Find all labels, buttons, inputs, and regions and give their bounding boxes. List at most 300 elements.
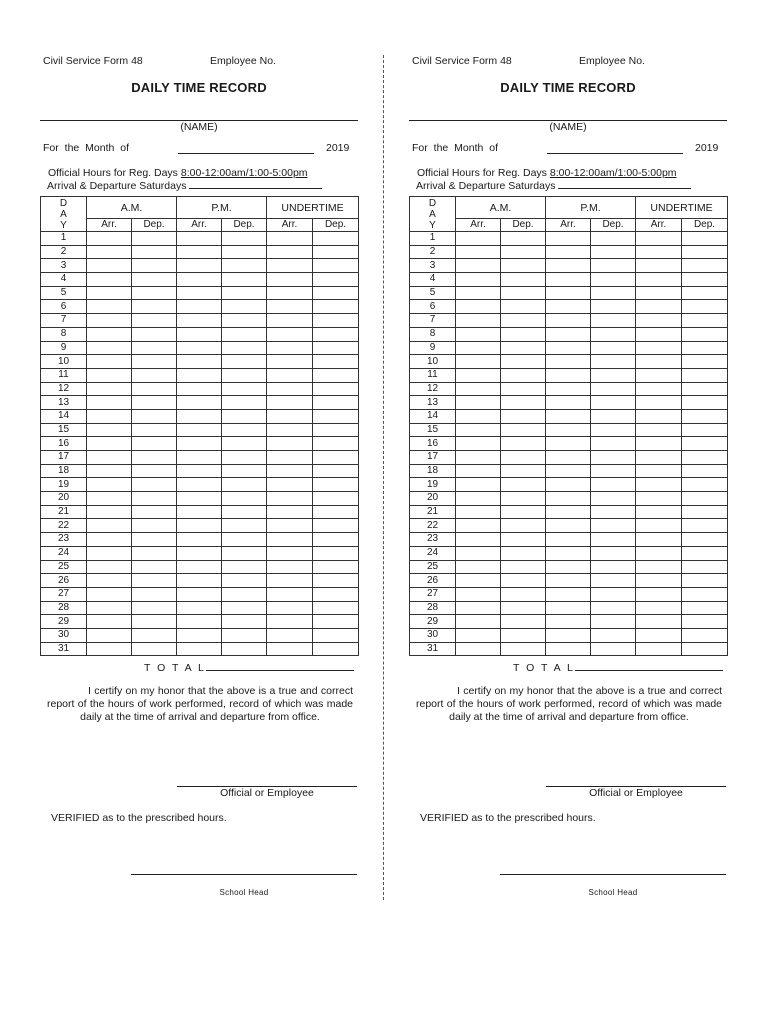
pm-arr-cell[interactable] (546, 368, 591, 382)
pm-dep-cell[interactable] (591, 642, 636, 656)
undertime-arr-cell[interactable] (267, 423, 313, 437)
am-arr-cell[interactable] (456, 286, 501, 300)
am-arr-cell[interactable] (456, 587, 501, 601)
pm-arr-cell[interactable] (546, 642, 591, 656)
undertime-dep-cell[interactable] (313, 286, 359, 300)
pm-dep-cell[interactable] (591, 273, 636, 287)
am-dep-cell[interactable] (132, 492, 177, 506)
am-arr-cell[interactable] (456, 259, 501, 273)
pm-dep-cell[interactable] (222, 451, 267, 465)
pm-arr-cell[interactable] (177, 560, 222, 574)
pm-arr-cell[interactable] (546, 451, 591, 465)
undertime-dep-cell[interactable] (682, 451, 728, 465)
pm-arr-cell[interactable] (546, 259, 591, 273)
undertime-arr-cell[interactable] (636, 574, 682, 588)
undertime-dep-cell[interactable] (682, 574, 728, 588)
pm-dep-cell[interactable] (591, 396, 636, 410)
pm-dep-cell[interactable] (222, 382, 267, 396)
saturdays-field[interactable] (558, 179, 691, 189)
am-arr-cell[interactable] (87, 273, 132, 287)
pm-arr-cell[interactable] (546, 492, 591, 506)
pm-dep-cell[interactable] (591, 423, 636, 437)
pm-arr-cell[interactable] (546, 533, 591, 547)
am-arr-cell[interactable] (87, 478, 132, 492)
am-arr-cell[interactable] (456, 327, 501, 341)
undertime-dep-cell[interactable] (313, 232, 359, 246)
undertime-arr-cell[interactable] (636, 519, 682, 533)
am-dep-cell[interactable] (501, 259, 546, 273)
undertime-arr-cell[interactable] (636, 601, 682, 615)
undertime-arr-cell[interactable] (636, 273, 682, 287)
am-arr-cell[interactable] (456, 232, 501, 246)
pm-dep-cell[interactable] (591, 245, 636, 259)
undertime-dep-cell[interactable] (313, 478, 359, 492)
undertime-dep-cell[interactable] (313, 533, 359, 547)
pm-arr-cell[interactable] (177, 587, 222, 601)
undertime-arr-cell[interactable] (267, 464, 313, 478)
am-dep-cell[interactable] (501, 232, 546, 246)
pm-arr-cell[interactable] (177, 505, 222, 519)
undertime-arr-cell[interactable] (636, 409, 682, 423)
undertime-arr-cell[interactable] (267, 409, 313, 423)
undertime-dep-cell[interactable] (682, 546, 728, 560)
pm-dep-cell[interactable] (591, 574, 636, 588)
undertime-arr-cell[interactable] (267, 341, 313, 355)
am-dep-cell[interactable] (501, 300, 546, 314)
school-head-signature-line[interactable] (131, 874, 357, 875)
undertime-arr-cell[interactable] (636, 533, 682, 547)
undertime-dep-cell[interactable] (313, 314, 359, 328)
am-arr-cell[interactable] (456, 314, 501, 328)
am-dep-cell[interactable] (132, 601, 177, 615)
am-dep-cell[interactable] (132, 382, 177, 396)
am-arr-cell[interactable] (87, 245, 132, 259)
pm-arr-cell[interactable] (177, 396, 222, 410)
pm-arr-cell[interactable] (546, 601, 591, 615)
undertime-arr-cell[interactable] (636, 232, 682, 246)
school-head-signature-line[interactable] (500, 874, 726, 875)
am-dep-cell[interactable] (501, 286, 546, 300)
undertime-arr-cell[interactable] (267, 628, 313, 642)
am-arr-cell[interactable] (87, 423, 132, 437)
pm-dep-cell[interactable] (591, 355, 636, 369)
pm-arr-cell[interactable] (177, 628, 222, 642)
am-arr-cell[interactable] (87, 628, 132, 642)
pm-arr-cell[interactable] (546, 355, 591, 369)
am-dep-cell[interactable] (132, 478, 177, 492)
pm-dep-cell[interactable] (222, 437, 267, 451)
am-arr-cell[interactable] (87, 574, 132, 588)
undertime-arr-cell[interactable] (267, 560, 313, 574)
pm-arr-cell[interactable] (177, 286, 222, 300)
undertime-dep-cell[interactable] (313, 341, 359, 355)
undertime-arr-cell[interactable] (636, 396, 682, 410)
am-dep-cell[interactable] (132, 286, 177, 300)
pm-arr-cell[interactable] (177, 642, 222, 656)
am-arr-cell[interactable] (456, 464, 501, 478)
am-dep-cell[interactable] (501, 396, 546, 410)
undertime-arr-cell[interactable] (636, 259, 682, 273)
am-dep-cell[interactable] (132, 451, 177, 465)
pm-arr-cell[interactable] (546, 615, 591, 629)
undertime-arr-cell[interactable] (267, 355, 313, 369)
pm-dep-cell[interactable] (591, 601, 636, 615)
am-arr-cell[interactable] (87, 368, 132, 382)
undertime-arr-cell[interactable] (636, 286, 682, 300)
undertime-dep-cell[interactable] (682, 464, 728, 478)
pm-dep-cell[interactable] (222, 560, 267, 574)
am-dep-cell[interactable] (501, 574, 546, 588)
am-dep-cell[interactable] (132, 259, 177, 273)
pm-arr-cell[interactable] (546, 409, 591, 423)
undertime-dep-cell[interactable] (313, 382, 359, 396)
pm-dep-cell[interactable] (591, 546, 636, 560)
undertime-dep-cell[interactable] (313, 587, 359, 601)
pm-arr-cell[interactable] (177, 478, 222, 492)
am-dep-cell[interactable] (501, 451, 546, 465)
pm-arr-cell[interactable] (177, 574, 222, 588)
undertime-arr-cell[interactable] (636, 642, 682, 656)
undertime-dep-cell[interactable] (682, 396, 728, 410)
am-dep-cell[interactable] (501, 437, 546, 451)
am-dep-cell[interactable] (132, 300, 177, 314)
am-arr-cell[interactable] (87, 546, 132, 560)
am-dep-cell[interactable] (501, 464, 546, 478)
pm-dep-cell[interactable] (222, 574, 267, 588)
am-arr-cell[interactable] (87, 259, 132, 273)
am-dep-cell[interactable] (501, 519, 546, 533)
pm-dep-cell[interactable] (222, 341, 267, 355)
pm-arr-cell[interactable] (177, 519, 222, 533)
pm-dep-cell[interactable] (222, 519, 267, 533)
undertime-dep-cell[interactable] (313, 409, 359, 423)
pm-dep-cell[interactable] (222, 314, 267, 328)
undertime-dep-cell[interactable] (682, 423, 728, 437)
pm-arr-cell[interactable] (546, 314, 591, 328)
am-arr-cell[interactable] (87, 451, 132, 465)
am-arr-cell[interactable] (456, 382, 501, 396)
pm-arr-cell[interactable] (177, 273, 222, 287)
am-dep-cell[interactable] (132, 587, 177, 601)
undertime-dep-cell[interactable] (682, 492, 728, 506)
pm-arr-cell[interactable] (546, 574, 591, 588)
undertime-arr-cell[interactable] (636, 382, 682, 396)
pm-dep-cell[interactable] (591, 628, 636, 642)
pm-dep-cell[interactable] (222, 546, 267, 560)
undertime-arr-cell[interactable] (267, 382, 313, 396)
undertime-arr-cell[interactable] (267, 451, 313, 465)
am-dep-cell[interactable] (501, 327, 546, 341)
pm-dep-cell[interactable] (222, 492, 267, 506)
undertime-arr-cell[interactable] (636, 327, 682, 341)
undertime-dep-cell[interactable] (313, 437, 359, 451)
am-arr-cell[interactable] (87, 382, 132, 396)
am-arr-cell[interactable] (456, 519, 501, 533)
am-arr-cell[interactable] (456, 560, 501, 574)
pm-dep-cell[interactable] (222, 232, 267, 246)
pm-dep-cell[interactable] (222, 245, 267, 259)
pm-arr-cell[interactable] (546, 341, 591, 355)
pm-arr-cell[interactable] (546, 478, 591, 492)
undertime-dep-cell[interactable] (313, 396, 359, 410)
pm-arr-cell[interactable] (177, 314, 222, 328)
undertime-arr-cell[interactable] (267, 546, 313, 560)
am-arr-cell[interactable] (456, 628, 501, 642)
pm-dep-cell[interactable] (222, 327, 267, 341)
am-arr-cell[interactable] (87, 409, 132, 423)
pm-dep-cell[interactable] (591, 478, 636, 492)
undertime-dep-cell[interactable] (682, 355, 728, 369)
pm-arr-cell[interactable] (177, 533, 222, 547)
am-arr-cell[interactable] (456, 368, 501, 382)
am-dep-cell[interactable] (501, 492, 546, 506)
undertime-arr-cell[interactable] (636, 300, 682, 314)
undertime-dep-cell[interactable] (682, 601, 728, 615)
pm-dep-cell[interactable] (222, 259, 267, 273)
undertime-dep-cell[interactable] (682, 232, 728, 246)
pm-arr-cell[interactable] (546, 245, 591, 259)
pm-arr-cell[interactable] (546, 423, 591, 437)
pm-arr-cell[interactable] (546, 628, 591, 642)
undertime-arr-cell[interactable] (636, 628, 682, 642)
undertime-arr-cell[interactable] (636, 341, 682, 355)
undertime-dep-cell[interactable] (682, 273, 728, 287)
pm-arr-cell[interactable] (177, 601, 222, 615)
pm-arr-cell[interactable] (177, 546, 222, 560)
undertime-arr-cell[interactable] (636, 355, 682, 369)
am-dep-cell[interactable] (501, 533, 546, 547)
pm-dep-cell[interactable] (591, 587, 636, 601)
am-arr-cell[interactable] (87, 286, 132, 300)
am-dep-cell[interactable] (132, 245, 177, 259)
undertime-arr-cell[interactable] (267, 478, 313, 492)
am-arr-cell[interactable] (456, 396, 501, 410)
pm-arr-cell[interactable] (546, 327, 591, 341)
undertime-arr-cell[interactable] (636, 368, 682, 382)
am-arr-cell[interactable] (87, 601, 132, 615)
undertime-dep-cell[interactable] (313, 451, 359, 465)
undertime-dep-cell[interactable] (313, 505, 359, 519)
pm-arr-cell[interactable] (177, 355, 222, 369)
pm-arr-cell[interactable] (546, 232, 591, 246)
am-arr-cell[interactable] (87, 355, 132, 369)
am-arr-cell[interactable] (87, 615, 132, 629)
am-dep-cell[interactable] (132, 574, 177, 588)
undertime-arr-cell[interactable] (636, 314, 682, 328)
saturdays-field[interactable] (189, 179, 322, 189)
undertime-arr-cell[interactable] (267, 273, 313, 287)
am-arr-cell[interactable] (456, 574, 501, 588)
am-dep-cell[interactable] (132, 396, 177, 410)
pm-dep-cell[interactable] (591, 533, 636, 547)
pm-dep-cell[interactable] (591, 314, 636, 328)
undertime-arr-cell[interactable] (636, 245, 682, 259)
am-arr-cell[interactable] (456, 300, 501, 314)
undertime-dep-cell[interactable] (682, 300, 728, 314)
pm-arr-cell[interactable] (177, 259, 222, 273)
am-arr-cell[interactable] (87, 327, 132, 341)
undertime-arr-cell[interactable] (267, 368, 313, 382)
undertime-arr-cell[interactable] (267, 519, 313, 533)
undertime-dep-cell[interactable] (313, 642, 359, 656)
undertime-arr-cell[interactable] (636, 464, 682, 478)
am-dep-cell[interactable] (501, 478, 546, 492)
undertime-arr-cell[interactable] (267, 437, 313, 451)
undertime-dep-cell[interactable] (313, 259, 359, 273)
pm-arr-cell[interactable] (177, 437, 222, 451)
pm-dep-cell[interactable] (222, 300, 267, 314)
am-dep-cell[interactable] (132, 628, 177, 642)
am-arr-cell[interactable] (87, 533, 132, 547)
undertime-dep-cell[interactable] (313, 355, 359, 369)
pm-arr-cell[interactable] (177, 382, 222, 396)
pm-arr-cell[interactable] (177, 464, 222, 478)
undertime-dep-cell[interactable] (682, 505, 728, 519)
pm-arr-cell[interactable] (177, 492, 222, 506)
am-arr-cell[interactable] (87, 232, 132, 246)
pm-arr-cell[interactable] (177, 451, 222, 465)
am-dep-cell[interactable] (132, 533, 177, 547)
pm-dep-cell[interactable] (222, 478, 267, 492)
undertime-dep-cell[interactable] (313, 245, 359, 259)
pm-dep-cell[interactable] (222, 464, 267, 478)
undertime-arr-cell[interactable] (267, 232, 313, 246)
am-arr-cell[interactable] (87, 642, 132, 656)
total-field[interactable] (206, 661, 354, 671)
undertime-dep-cell[interactable] (682, 533, 728, 547)
pm-arr-cell[interactable] (546, 286, 591, 300)
pm-arr-cell[interactable] (546, 519, 591, 533)
pm-arr-cell[interactable] (177, 327, 222, 341)
undertime-dep-cell[interactable] (682, 628, 728, 642)
am-arr-cell[interactable] (456, 478, 501, 492)
am-dep-cell[interactable] (132, 314, 177, 328)
undertime-dep-cell[interactable] (682, 587, 728, 601)
pm-arr-cell[interactable] (546, 464, 591, 478)
am-dep-cell[interactable] (501, 505, 546, 519)
am-dep-cell[interactable] (501, 368, 546, 382)
am-dep-cell[interactable] (501, 382, 546, 396)
undertime-arr-cell[interactable] (267, 533, 313, 547)
undertime-dep-cell[interactable] (313, 368, 359, 382)
am-dep-cell[interactable] (132, 409, 177, 423)
pm-dep-cell[interactable] (591, 382, 636, 396)
undertime-arr-cell[interactable] (267, 601, 313, 615)
undertime-dep-cell[interactable] (682, 259, 728, 273)
am-dep-cell[interactable] (501, 273, 546, 287)
pm-dep-cell[interactable] (591, 300, 636, 314)
undertime-dep-cell[interactable] (682, 327, 728, 341)
pm-arr-cell[interactable] (546, 300, 591, 314)
pm-dep-cell[interactable] (591, 615, 636, 629)
pm-dep-cell[interactable] (222, 355, 267, 369)
am-dep-cell[interactable] (501, 642, 546, 656)
am-arr-cell[interactable] (87, 300, 132, 314)
pm-dep-cell[interactable] (222, 423, 267, 437)
am-dep-cell[interactable] (501, 409, 546, 423)
undertime-arr-cell[interactable] (267, 492, 313, 506)
am-dep-cell[interactable] (501, 355, 546, 369)
undertime-arr-cell[interactable] (267, 286, 313, 300)
am-arr-cell[interactable] (87, 587, 132, 601)
undertime-arr-cell[interactable] (267, 314, 313, 328)
am-arr-cell[interactable] (456, 505, 501, 519)
am-arr-cell[interactable] (87, 314, 132, 328)
undertime-arr-cell[interactable] (636, 615, 682, 629)
undertime-dep-cell[interactable] (682, 368, 728, 382)
pm-dep-cell[interactable] (222, 615, 267, 629)
am-arr-cell[interactable] (87, 437, 132, 451)
am-dep-cell[interactable] (132, 546, 177, 560)
pm-dep-cell[interactable] (591, 259, 636, 273)
undertime-dep-cell[interactable] (313, 300, 359, 314)
pm-arr-cell[interactable] (546, 396, 591, 410)
pm-dep-cell[interactable] (591, 505, 636, 519)
undertime-dep-cell[interactable] (682, 245, 728, 259)
am-arr-cell[interactable] (456, 437, 501, 451)
am-dep-cell[interactable] (132, 642, 177, 656)
am-arr-cell[interactable] (456, 533, 501, 547)
pm-dep-cell[interactable] (591, 519, 636, 533)
pm-arr-cell[interactable] (177, 300, 222, 314)
month-field[interactable] (178, 153, 314, 154)
undertime-dep-cell[interactable] (313, 574, 359, 588)
undertime-arr-cell[interactable] (267, 327, 313, 341)
am-arr-cell[interactable] (456, 273, 501, 287)
undertime-arr-cell[interactable] (636, 492, 682, 506)
pm-dep-cell[interactable] (222, 587, 267, 601)
undertime-dep-cell[interactable] (313, 601, 359, 615)
am-dep-cell[interactable] (132, 615, 177, 629)
am-arr-cell[interactable] (87, 464, 132, 478)
am-dep-cell[interactable] (132, 355, 177, 369)
pm-dep-cell[interactable] (591, 341, 636, 355)
pm-arr-cell[interactable] (546, 505, 591, 519)
undertime-dep-cell[interactable] (313, 519, 359, 533)
pm-dep-cell[interactable] (222, 601, 267, 615)
am-dep-cell[interactable] (132, 368, 177, 382)
am-dep-cell[interactable] (132, 423, 177, 437)
pm-arr-cell[interactable] (546, 437, 591, 451)
am-dep-cell[interactable] (132, 437, 177, 451)
undertime-dep-cell[interactable] (313, 628, 359, 642)
am-arr-cell[interactable] (456, 409, 501, 423)
undertime-dep-cell[interactable] (682, 341, 728, 355)
am-arr-cell[interactable] (456, 642, 501, 656)
am-arr-cell[interactable] (456, 341, 501, 355)
undertime-arr-cell[interactable] (267, 615, 313, 629)
am-dep-cell[interactable] (132, 519, 177, 533)
am-dep-cell[interactable] (132, 560, 177, 574)
undertime-dep-cell[interactable] (313, 327, 359, 341)
am-dep-cell[interactable] (501, 587, 546, 601)
am-dep-cell[interactable] (501, 423, 546, 437)
pm-dep-cell[interactable] (591, 437, 636, 451)
undertime-arr-cell[interactable] (267, 300, 313, 314)
am-arr-cell[interactable] (456, 355, 501, 369)
undertime-dep-cell[interactable] (682, 286, 728, 300)
undertime-arr-cell[interactable] (636, 560, 682, 574)
am-dep-cell[interactable] (501, 615, 546, 629)
pm-arr-cell[interactable] (177, 423, 222, 437)
am-arr-cell[interactable] (456, 492, 501, 506)
pm-arr-cell[interactable] (546, 560, 591, 574)
pm-arr-cell[interactable] (546, 546, 591, 560)
pm-dep-cell[interactable] (591, 232, 636, 246)
pm-dep-cell[interactable] (222, 642, 267, 656)
total-field[interactable] (575, 661, 723, 671)
am-dep-cell[interactable] (132, 232, 177, 246)
